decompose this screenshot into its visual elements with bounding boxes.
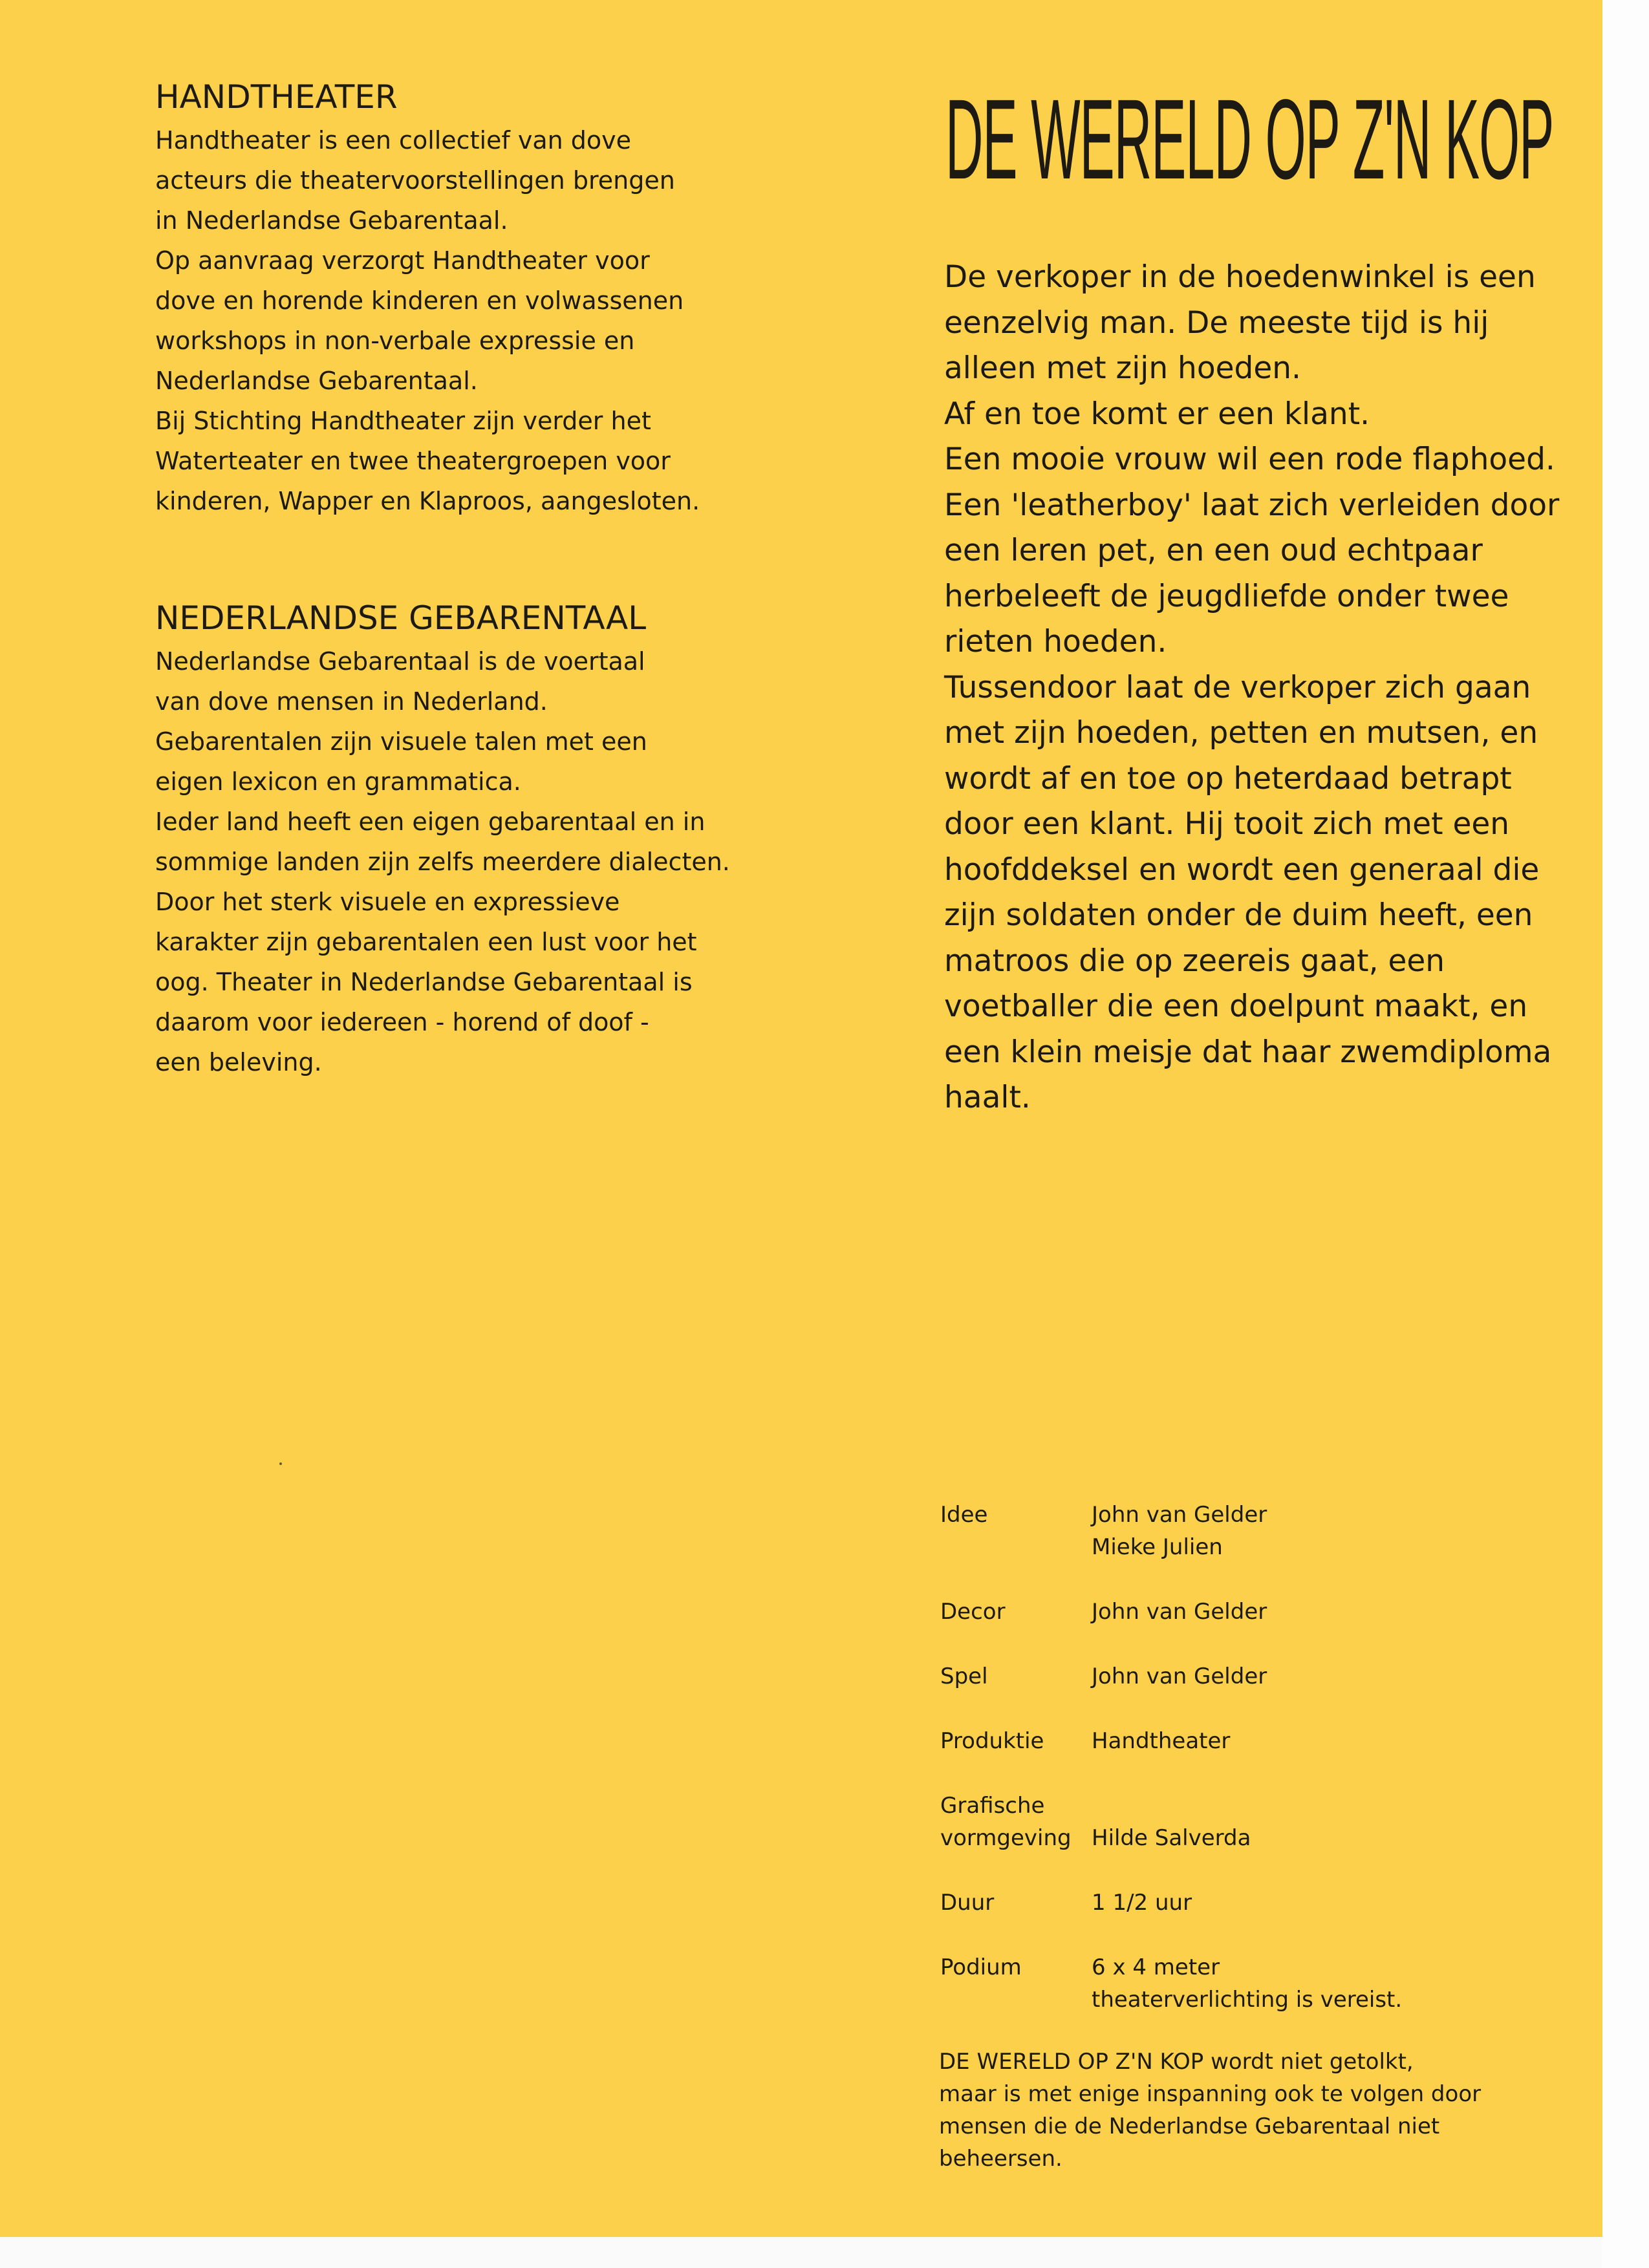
credit-value bbox=[1092, 1951, 1402, 2016]
credit-row-spel bbox=[940, 1660, 1402, 1693]
credit-value-line: Handtheater bbox=[1092, 1728, 1231, 1754]
credit-label bbox=[940, 1499, 1092, 1563]
credit-row-idee bbox=[940, 1499, 1402, 1563]
story-line: haalt. bbox=[944, 1080, 1031, 1115]
text-line: Waterteater en twee theatergroepen voor bbox=[155, 447, 671, 475]
story-line: een leren pet, en een oud echtpaar bbox=[944, 533, 1483, 568]
credit-row-podium bbox=[940, 1951, 1402, 2016]
text-line: Bij Stichting Handtheater zijn verder het bbox=[155, 407, 651, 435]
story-line: Een mooie vrouw wil een rode flaphoed. bbox=[944, 442, 1555, 477]
story-line: De verkoper in de hoedenwinkel is een bbox=[944, 259, 1536, 295]
credit-value bbox=[1092, 1660, 1267, 1693]
text-line: in Nederlandse Gebarentaal. bbox=[155, 206, 508, 235]
credit-row-duur bbox=[940, 1887, 1402, 1919]
story-line: Tussendoor laat de verkoper zich gaan bbox=[944, 669, 1531, 705]
text-line: van dove mensen in Nederland. bbox=[155, 687, 548, 716]
credit-label bbox=[940, 1725, 1092, 1757]
story-line: met zijn hoeden, petten en mutsen, en bbox=[944, 715, 1538, 751]
story-line: rieten hoeden. bbox=[944, 624, 1167, 659]
note-line: DE WERELD OP Z'N KOP wordt niet getolkt, bbox=[939, 2049, 1414, 2075]
note-line: beheersen. bbox=[939, 2146, 1062, 2172]
credit-label bbox=[940, 1660, 1092, 1693]
credit-label bbox=[940, 1596, 1092, 1628]
credit-value-line: John van Gelder bbox=[1092, 1664, 1267, 1689]
credit-value bbox=[1092, 1596, 1267, 1628]
credit-label bbox=[940, 1790, 1092, 1854]
story-line: voetballer die een doelpunt maakt, en bbox=[944, 989, 1528, 1024]
text-line: een beleving. bbox=[155, 1048, 322, 1076]
story-line: matroos die op zeereis gaat, een bbox=[944, 943, 1445, 979]
story-line: door een klant. Hij tooit zich met een bbox=[944, 806, 1510, 842]
credit-value bbox=[1092, 1499, 1267, 1563]
story-line: Af en toe komt er een klant. bbox=[944, 396, 1370, 432]
text-line: Door het sterk visuele en expressieve bbox=[155, 888, 620, 916]
note-line: maar is met enige inspanning ook te volgen door bbox=[939, 2081, 1482, 2107]
credit-label-line: Duur bbox=[940, 1890, 995, 1916]
credit-label bbox=[940, 1887, 1092, 1919]
credit-value bbox=[1092, 1790, 1251, 1854]
text-line: Nederlandse Gebarentaal. bbox=[155, 367, 478, 395]
text-line: Ieder land heeft een eigen gebarentaal en in bbox=[155, 808, 706, 836]
story-line: Een 'leatherboy' laat zich verleiden door bbox=[944, 487, 1560, 523]
scan-margin-right bbox=[1602, 0, 1649, 2268]
credit-label-line: Podium bbox=[940, 1954, 1022, 1980]
credit-value-line: 1 1/2 uur bbox=[1092, 1890, 1192, 1916]
handtheater-heading: HANDTHEATER bbox=[155, 78, 398, 116]
text-line: Handtheater is een collectief van dove bbox=[155, 126, 632, 155]
gebarentaal-heading: NEDERLANDSE GEBARENTAAL bbox=[155, 599, 647, 637]
story-line: zijn soldaten onder de duim heeft, een bbox=[944, 897, 1533, 933]
credit-value-line: John van Gelder bbox=[1092, 1599, 1267, 1625]
story-line: eenzelvig man. De meeste tijd is hij bbox=[944, 305, 1489, 341]
text-line: acteurs die theatervoorstellingen brengen bbox=[155, 166, 675, 195]
credit-value-line: Mieke Julien bbox=[1092, 1534, 1223, 1560]
gebarentaal-text bbox=[155, 641, 730, 1082]
credit-label bbox=[940, 1951, 1092, 2016]
handtheater-text bbox=[155, 120, 700, 521]
credit-label-line: Produktie bbox=[940, 1728, 1044, 1754]
credit-value bbox=[1092, 1725, 1230, 1757]
story-text bbox=[944, 255, 1559, 1121]
credit-value bbox=[1092, 1887, 1192, 1919]
text-line: sommige landen zijn zelfs meerdere dialecten. bbox=[155, 848, 730, 876]
credit-row-produktie bbox=[940, 1725, 1402, 1757]
credit-label-line: Spel bbox=[940, 1664, 988, 1689]
text-line: Gebarentalen zijn visuele talen met een bbox=[155, 727, 647, 756]
text-line: eigen lexicon en grammatica. bbox=[155, 767, 521, 796]
credit-label-line: vormgeving bbox=[940, 1825, 1072, 1851]
credit-value-line: theaterverlichting is vereist. bbox=[1092, 1987, 1403, 2013]
text-line: Nederlandse Gebarentaal is de voertaal bbox=[155, 647, 645, 676]
note-line: mensen die de Nederlandse Gebarentaal niet bbox=[939, 2113, 1440, 2139]
story-line: hoofddeksel en wordt een generaal die bbox=[944, 851, 1540, 888]
credit-label-line: Idee bbox=[940, 1502, 988, 1528]
credit-value-line bbox=[1092, 1790, 1251, 1822]
text-line: Op aanvraag verzorgt Handtheater voor bbox=[155, 246, 650, 275]
credit-value-line: Hilde Salverda bbox=[1092, 1825, 1251, 1851]
text-line: daarom voor iedereen - horend of doof - bbox=[155, 1008, 649, 1036]
credits-list bbox=[940, 1499, 1402, 2048]
paper-speck bbox=[279, 1462, 282, 1465]
story-line: een klein meisje dat haar zwemdiploma bbox=[944, 1034, 1552, 1070]
scan-margin-bottom bbox=[0, 2237, 1602, 2268]
story-line: alleen met zijn hoeden. bbox=[944, 350, 1301, 386]
text-line: dove en horende kinderen en volwassenen bbox=[155, 286, 684, 315]
credit-row-vormgeving bbox=[940, 1790, 1402, 1854]
credit-label-line: Decor bbox=[940, 1599, 1006, 1625]
story-line: herbeleeft de jeugdliefde onder twee bbox=[944, 578, 1509, 614]
text-line: oog. Theater in Nederlandse Gebarentaal is bbox=[155, 968, 693, 996]
show-title: DE WERELD OP Z'N KOP bbox=[945, 76, 1554, 203]
credit-value-line: John van Gelder bbox=[1092, 1502, 1267, 1528]
story-line: wordt af en toe op heterdaad betrapt bbox=[944, 760, 1512, 797]
text-line: workshops in non-verbale expressie en bbox=[155, 326, 635, 355]
credit-label-line: Grafische bbox=[940, 1793, 1045, 1819]
text-line: karakter zijn gebarentalen een lust voor het bbox=[155, 928, 697, 956]
credit-value-line: 6 x 4 meter bbox=[1092, 1954, 1220, 1980]
text-line: kinderen, Wapper en Klaproos, aangesloten. bbox=[155, 487, 700, 515]
credit-row-decor bbox=[940, 1596, 1402, 1628]
interpretation-note bbox=[939, 2046, 1481, 2175]
